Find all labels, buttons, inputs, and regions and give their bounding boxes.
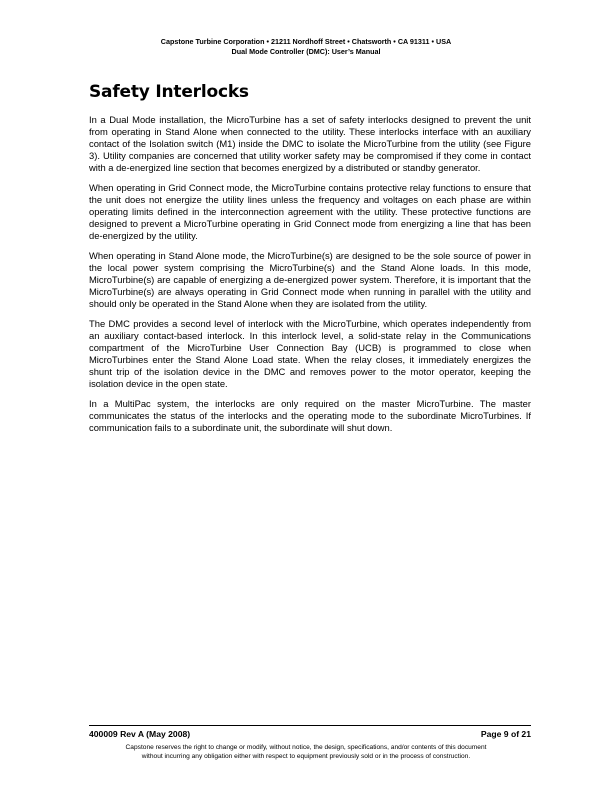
header-manual-title: Dual Mode Controller (DMC): User’s Manual xyxy=(231,47,381,56)
header-company-line: Capstone Turbine Corporation • 21211 Nordhoff Street • Chatsworth • CA 91311 • USA xyxy=(160,37,452,46)
footer-page-number: Page 9 of 21 xyxy=(480,729,531,739)
disclaimer-line: without incurring any obligation either with respect to equipment previously sold or in the process of construction. xyxy=(141,753,471,760)
footer-disclaimer xyxy=(0,743,612,761)
footer-divider xyxy=(89,725,531,726)
paragraph: When operating in Stand Alone mode, the MicroTurbine(s) are designed to be the sole source of power in the local power system comprising the MicroTurbine(s) and the Stand Alone loads. In this mode, MicroTurbine(s) are capable of energizing a de-energized power system. Therefore, it is important that the MicroTurbine(s) are always operating in Grid Connect mode when running in parallel with the utility and should only be operated in the Stand Alone when they are isolated from the utility. xyxy=(89,249,531,310)
section-body xyxy=(89,114,531,442)
paragraph: The DMC provides a second level of interlock with the MicroTurbine, which operates independently from an auxiliary contact-based interlock. In this interlock level, a solid-state relay in the Communications compartment of the MicroTurbine User Connection Bay (UCB) is programmed to close when MicroTurbines enter the Stand Alone Load state. When the relay closes, it immediately energizes the shunt trip of the isolation device in the DMC and removes power to the motor operator, keeping the isolation device in the open state. xyxy=(89,317,531,390)
paragraph: When operating in Grid Connect mode, the MicroTurbine contains protective relay functions to ensure that the unit does not energize the utility lines unless the frequency and voltages on each phase are within operating limits defined in the interconnection agreement with the utility. These protective functions are designed to prevent a MicroTurbine operating in Grid Connect mode from energizing a line that has been de-energized by the utility. xyxy=(89,181,531,242)
section-title: Safety Interlocks xyxy=(89,82,249,102)
disclaimer-line: Capstone reserves the right to change or modify, without notice, the design, specifications, and/or contents of this document xyxy=(125,744,487,751)
footer-doc-id: 400009 Rev A (May 2008) xyxy=(89,729,191,739)
paragraph: In a Dual Mode installation, the MicroTurbine has a set of safety interlocks designed to prevent the unit from operating in Stand Alone when connected to the utility. These interlocks interface with an auxiliary contact of the Isolation switch (M1) inside the DMC to isolate the MicroTurbine from the utility (see Figure 3). Utility companies are concerned that utility worker safety may be compromised if they come in contact with a de-energized line section that becomes energized by a distributed or standby generator. xyxy=(89,114,531,174)
paragraph: In a MultiPac system, the interlocks are only required on the master MicroTurbine. The master communicates the status of the interlocks and the operating mode to the subordinate MicroTurbines. If communication fails to a subordinate unit, the subordinate will shut down. xyxy=(89,397,531,434)
page-header xyxy=(0,37,612,57)
